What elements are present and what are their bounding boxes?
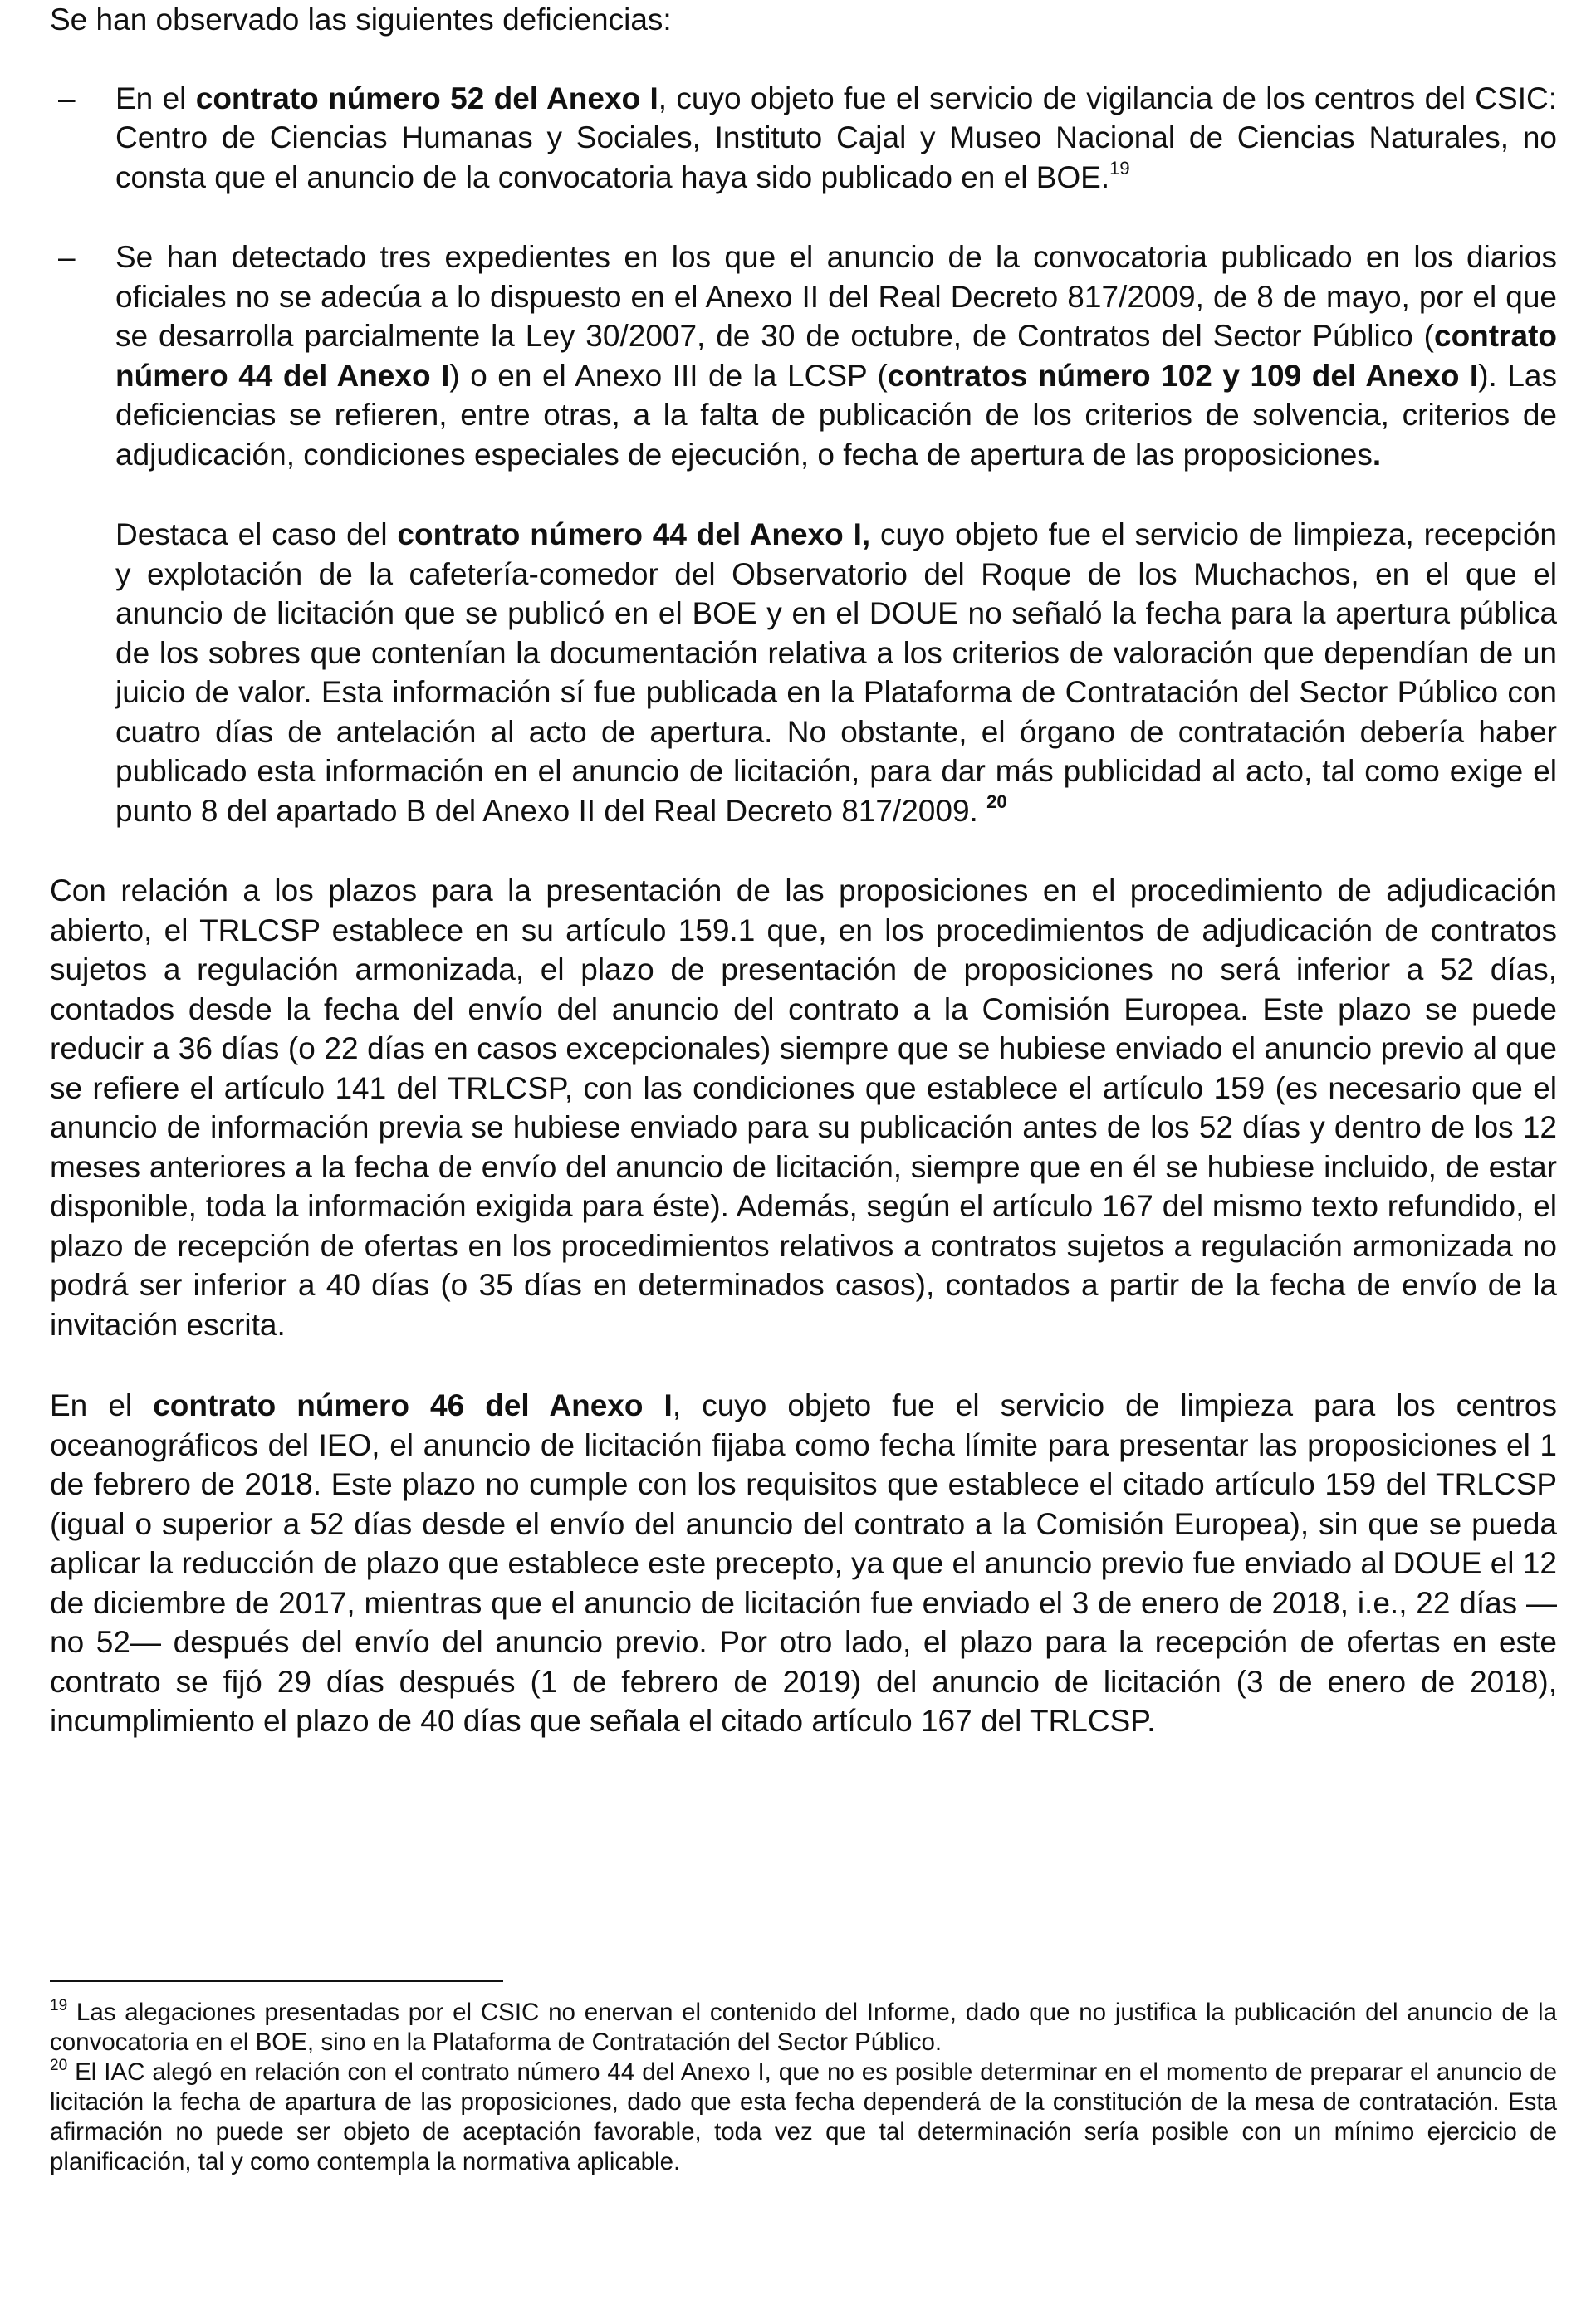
deficiency-item-contract-52: – En el contrato número 52 del Anexo I, cuyo objeto fue el servicio de vigilancia de los centros del CSIC: Centro de Ciencias Humanas y Sociales, Instituto Cajal y Museo Nacional de Ciencias Naturales, no consta que el anuncio de la convocatoria haya sido publicado en el BOE.$^{19}$ bbox=[50, 79, 1557, 198]
document-body bbox=[50, 0, 1557, 1741]
paragraph-plazos: Con relación a los plazos para la presentación de las proposiciones en el procedimiento de adjudicación abierto, el TRLCSP establece en su artículo 159.1 que, en los procedimientos de adjudicación de contratos sujetos a regulación armonizada, el plazo de presentación de proposiciones no será inferior a 52 días, contados desde la fecha del envío del anuncio del contrato a la Comisión Europea. Este plazo se puede reducir a 36 días (o 22 días en casos excepcionales) siempre que se hubiese enviado el anuncio previo al que se refiere el artículo 141 del TRLCSP, con las condiciones que establece el artículo 159 (es necesario que el anuncio de información previa se hubiese enviado para su publicación antes de los 52 días y dentro de los 12 meses anteriores a la fecha de envío del anuncio de licitación, siempre que en él se hubiese incluido, de estar disponible, toda la información exigida para éste). Además, según el artículo 167 del mismo texto refundido, el plazo de recepción de ofertas en los procedimientos relativos a contratos sujetos a regulación armonizada no podrá ser inferior a 40 días (o 35 días en determinados casos), contados a partir de la fecha de envío de la invitación escrita. bbox=[50, 874, 1557, 1342]
contract-reference: contrato número 44 del Anexo I, bbox=[397, 517, 871, 551]
dash-bullet-marker: – bbox=[58, 240, 76, 274]
paragraph-contract-46: En el contrato número 46 del Anexo I, cuyo objeto fue el servicio de limpieza para los centros oceanográficos del IEO, el anuncio de licitación fijaba como fecha límite para presentar las proposiciones el 1 de febrero de 2018. Este plazo no cumple con los requisitos que establece el citado artículo 159 del TRLCSP (igual o superior a 52 días desde el envío del anuncio del contrato a la Comisión Europea), sin que se pueda aplicar la reducción de plazo que establece este precepto, ya que el anuncio previo fue enviado al DOUE el 12 de diciembre de 2017, mientras que el anuncio de licitación fue enviado el 3 de enero de 2018, i.e., 22 días —no 52— después del envío del anuncio previo. Por otro lado, el plazo para la recepción de ofertas en este contrato se fijó 29 días después (1 de febrero de 2019) del anuncio de licitación (3 de enero de 2018), incumplimiento el plazo de 40 días que señala el citado artículo 167 del TRLCSP. bbox=[50, 1388, 1557, 1738]
deficiency-list bbox=[50, 79, 1557, 475]
footnote-number: 19 bbox=[50, 1997, 68, 2014]
footnote-20: $^{20}$ El IAC alegó en relación con el contrato número 44 del Anexo I, que no es posible determinar en el momento de preparar el anuncio de licitación la fecha de apartura de las proposiciones, dado que esta fecha dependerá de la constitución de la mesa de contratación. Esta afirmación no puede ser objeto de aceptación favorable, toda vez que tal determinación sería posible con un mínimo ejercicio de planificación, tal y como contempla la normativa aplicable. bbox=[50, 2057, 1557, 2175]
intro-paragraph: Se han observado las siguientes deficiencias: bbox=[50, 2, 672, 37]
contract-reference: contrato número 44 del Anexo I bbox=[115, 319, 1557, 393]
footnotes-section bbox=[50, 1980, 1557, 2177]
footnote-number: 20 bbox=[50, 2057, 68, 2074]
contract-reference: contrato número 46 del Anexo I bbox=[153, 1388, 673, 1422]
contract-reference: contratos número 102 y 109 del Anexo I bbox=[887, 358, 1479, 393]
contract-reference: contrato número 52 del Anexo I bbox=[195, 81, 658, 115]
footnote-ref-19[interactable]: 19 bbox=[1109, 157, 1130, 179]
paragraph-contract-44: Destaca el caso del contrato número 44 del Anexo I, cuyo objeto fue el servicio de limpieza, recepción y explotación de la cafetería-comedor del Observatorio del Roque de los Muchachos, en el que el anuncio de licitación que se publicó en el BOE y en el DOUE no señaló la fecha para la apertura pública de los sobres que contenían la documentación relativa a los criterios de valoración que dependían de un juicio de valor. Esta información sí fue publicada en la Plataforma de Contratación del Sector Público con cuatro días de antelación al acto de apertura. No obstante, el órgano de contratación debería haber publicado esta información en el anuncio de licitación, para dar más publicidad al acto, tal como exige el punto 8 del apartado B del Anexo II del Real Decreto 817/2009. $^{20}$ bbox=[115, 517, 1558, 828]
footnote-19: $^{19}$ Las alegaciones presentadas por el CSIC no enervan el contenido del Informe, dado que no justifica la publicación del anuncio de la convocatoria en el BOE, sino en la Plataforma de Contratación del Sector Público. bbox=[50, 1997, 1557, 2056]
footnote-separator bbox=[50, 1980, 503, 1982]
deficiency-item-three-files: – Se han detectado tres expedientes en los que el anuncio de la convocatoria publicado en los diarios oficiales no se adecúa a lo dispuesto en el Anexo II del Real Decreto 817/2009, de 8 de mayo, por el que se desarrolla parcialmente la Ley 30/2007, de 30 de octubre, de Contratos del Sector Público (contrato número 44 del Anexo I) o en el Anexo III de la LCSP (contratos número 102 y 109 del Anexo I). Las deficiencias se refieren, entre otras, a la falta de publicación de los criterios de solvencia, criterios de adjudicación, condiciones especiales de ejecución, o fecha de apertura de las proposiciones. bbox=[50, 237, 1557, 474]
footnote-ref-20[interactable]: 20 bbox=[986, 790, 1007, 812]
dash-bullet-marker: – bbox=[58, 81, 76, 115]
